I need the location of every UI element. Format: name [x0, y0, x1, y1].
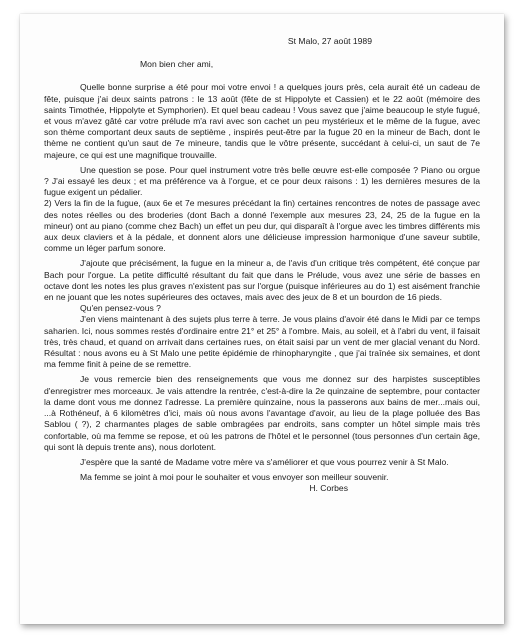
paragraph-weather: J'en viens maintenant à des sujets plus terre à terre. Je vous plains d'avoir été dans le Midi par ce temps saharien. Ici, nous sommes restés d'ordinaire entre 21° et 25° à l'ombre. Mais, au soleil, et à l'abri du vent, il faisait très, très chaud, et quand on arrivait dans certaines rues, on était saisi par un vent de mer glacial venant du Nord. Résultat : nous avons eu à St Malo une petite épidémie de rhinopharyngite , que j'ai traînée six semaines, et dont ma femme finit à peine de se remettre.: [44, 314, 480, 370]
paragraph-gift: Quelle bonne surprise a été pour moi votre envoi ! a quelques jours près, cela aurait été un cadeau de fête, puisque j'ai deux saints patrons : le 13 août (fête de st Hippolyte et Cassien) et le 22 août (mémoire des saints Timothée, Hippolyte et Symphorien). Et quel beau cadeau ! Vous savez que j'aime beaucoup le style fugué, et vous m'avez gâté car votre prélude m'a ravi avec son cachet un peu mystérieux et le même de la fugue, avec son thème comportant deux sauts de septième , inspirés peut-être par la fugue 20 en la mineur de Bach, dont le thème ne contient qu'un saut de 7e mineure, tandis que le vôtre présente, succédant à celui-ci, un saut de 7e majeure, ce qui est une magnifique trouvaille.: [44, 82, 480, 160]
paragraph-health: J'espère que la santé de Madame votre mère va s'améliorer et que vous pourrez venir à St Malo.: [80, 456, 449, 467]
letter-date: St Malo, 27 août 1989: [287, 36, 372, 46]
paragraph-question: Une question se pose. Pour quel instrument votre très belle œuvre est-elle composée ? Piano ou orgue ? J'ai essayé les deux ; et ma préférence va à l'orgue, et ce pour deux raisons : 1) les dernières mesures de la fugue exigent un pédalier.: [44, 164, 480, 198]
paragraph-second-reason: 2) Vers la fin de la fugue, (aux 6e et 7e mesures précédant la fin) certaines rencontres de notes de passage avec des notes réelles ou des broderies (dont Bach a donné l'exemple aux mesures 23, 24, 25 de la fugue en la mineur) ont au piano (comme chez Bach) un effet un peu dur, qui disparaît à l'orgue avec les timbres différents mis aux deux claviers et à la pédale, et donnent alors une délicieuse impression harmonique d'une saveur subtile, comme un léger parfum sonore.: [44, 198, 481, 254]
paragraph-harpists: Je vous remercie bien des renseignements que vous me donnez sur des harpistes susceptibles d'enregistrer mes morceaux. Je vais attendre la rentrée, c'est-à-dire la 2e quinzaine de septembre, pour contacter la dame dont vous me donnez l'adresse. La première quinzaine, nous la passerons aux bains de mer...mais oui, ...à Rothéneuf, à 6 kilomètres d'ici, mais où nous avons l'avantage d'avoir, au lieu de la plage polluée des Bas Sablou ( ?), 2 charmantes plages de sable ombragées par endroits, sans compter un hôtel simple mais très confortable, où ma femme se repose, et où les patrons de l'hôtel et le personnel (tous personnes d'un certain âge, qui sont là depuis trente ans), nous dorlotent.: [44, 374, 480, 452]
paragraph-what-do-you-think: Qu'en pensez-vous ?: [80, 303, 161, 314]
paragraph-regards: Ma femme se joint à moi pour le souhaiter et vous envoyer son meilleur souvenir.: [80, 472, 389, 483]
letter-signature: H. Corbes: [309, 483, 348, 494]
letter-salutation: Mon bien cher ami,: [140, 59, 214, 70]
letter-page: [20, 14, 504, 624]
paragraph-fugue-organ: J'ajoute que précisément, la fugue en la mineur a, de l'avis d'un critique très compétent, été conçue par Bach pour l'orgue. La petite difficulté résultant du fait que dans le Prélude, vous avez une série de basses en octave dont les notes les plus graves n'existent pas sur l'orgue (puisque inférieures au do 1) est aisément franchie en ne jouant que les notes supérieures des octaves, mais avec des jeux de 8 et un bourdon de 16 pieds.: [44, 258, 480, 303]
